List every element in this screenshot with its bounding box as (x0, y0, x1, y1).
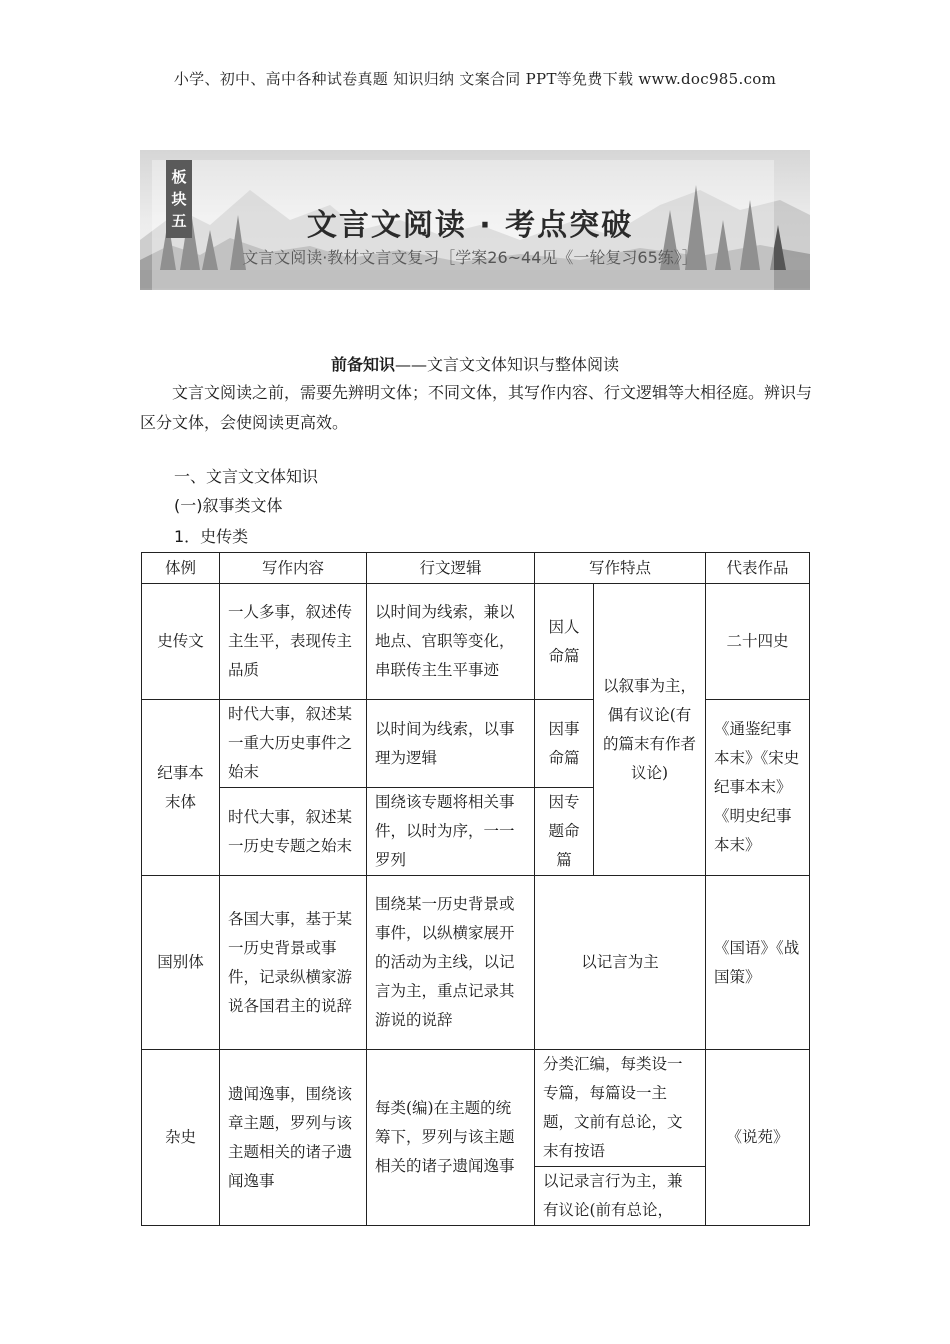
heading-level-1: 一、文言文文体知识 (174, 467, 319, 486)
type-cell: 国别体 (142, 876, 220, 1050)
page-header: 小学、初中、高中各种试卷真题 知识归纳 文案合同 PPT等免费下载 www.doc985.com (173, 70, 777, 88)
section-title-rest: ——文言文文体知识与整体阅读 (395, 355, 620, 374)
work-cell: 《通鉴纪事本末》《宋史纪事本末》《明史纪事本末》 (706, 700, 810, 876)
tag-char-2: 块 (171, 190, 187, 208)
type-cell: 杂史 (142, 1050, 220, 1226)
table-row (142, 584, 810, 700)
naming-cell: 因专题命篇 (535, 788, 594, 876)
content-cell: 一人多事，叙述传主生平，表现传主品质 (220, 584, 367, 700)
naming-cell: 因人命篇 (535, 584, 594, 700)
header-cell: 行文逻辑 (367, 553, 535, 584)
header-cell: 代表作品 (706, 553, 810, 584)
table-header-row (142, 553, 810, 584)
intro-paragraph: 文言文阅读之前，需要先辨明文体；不同文体，其写作内容、行文逻辑等大相径庭。辨识与区分文体，会使阅读更高效。 (140, 383, 813, 432)
header-cell: 体例 (142, 553, 220, 584)
banner-title: 文言文阅读 · 考点突破 (306, 208, 634, 243)
logic-cell: 围绕某一历史背景或事件，以纵横家展开的活动为主线，以记言为主，重点记录其游说的说辞 (367, 876, 535, 1050)
naming-cell: 因事命篇 (535, 700, 594, 788)
table-row (142, 876, 810, 1050)
feature-cell: 以记言为主 (535, 876, 706, 1050)
content-cell: 时代大事，叙述某一历史专题之始末 (220, 788, 367, 876)
tag-char-1: 板 (171, 168, 187, 186)
banner-subtitle: 文言文阅读·教材文言文复习［学案26~44见《一轮复习65练》］ (242, 248, 698, 267)
section-title-bold: 前备知识 (330, 355, 395, 374)
logic-cell: 以时间为线索，兼以地点、官职等变化，串联传主生平事迹 (367, 584, 535, 700)
work-cell: 《说苑》 (706, 1050, 810, 1226)
section-title (0, 352, 950, 375)
table-row (142, 1050, 810, 1167)
feature-cell: 以记录言行为主，兼有议论(前有总论， (535, 1167, 706, 1226)
logic-cell: 围绕该专题将相关事件，以时为序，一一罗列 (367, 788, 535, 876)
logic-cell: 每类(编)在主题的统筹下，罗列与该主题相关的诸子遗闻逸事 (367, 1050, 535, 1226)
header-cell: 写作特点 (535, 553, 706, 584)
type-cell: 纪事本末体 (142, 700, 220, 876)
tag-char-3: 五 (171, 212, 187, 230)
content-cell: 遗闻逸事，围绕该章主题，罗列与该主题相关的诸子遗闻逸事 (220, 1050, 367, 1226)
content-cell: 时代大事，叙述某一重大历史事件之始末 (220, 700, 367, 788)
work-cell: 《国语》《战国策》 (706, 876, 810, 1050)
logic-cell: 以时间为线索，以事理为逻辑 (367, 700, 535, 788)
feature-cell: 以叙事为主，偶有议论(有的篇末有作者议论) (594, 584, 706, 876)
type-cell: 史传文 (142, 584, 220, 700)
work-cell: 二十四史 (706, 584, 810, 700)
genre-table (141, 552, 810, 1226)
heading-level-2: (一)叙事类文体 (174, 496, 283, 515)
header-cell: 写作内容 (220, 553, 367, 584)
table-row (142, 700, 810, 788)
content-cell: 各国大事，基于某一历史背景或事件，记录纵横家游说各国君主的说辞 (220, 876, 367, 1050)
feature-cell: 分类汇编，每类设一专篇，每篇设一主题，文前有总论，文末有按语 (535, 1050, 706, 1167)
heading-level-3: 1．史传类 (174, 527, 249, 546)
